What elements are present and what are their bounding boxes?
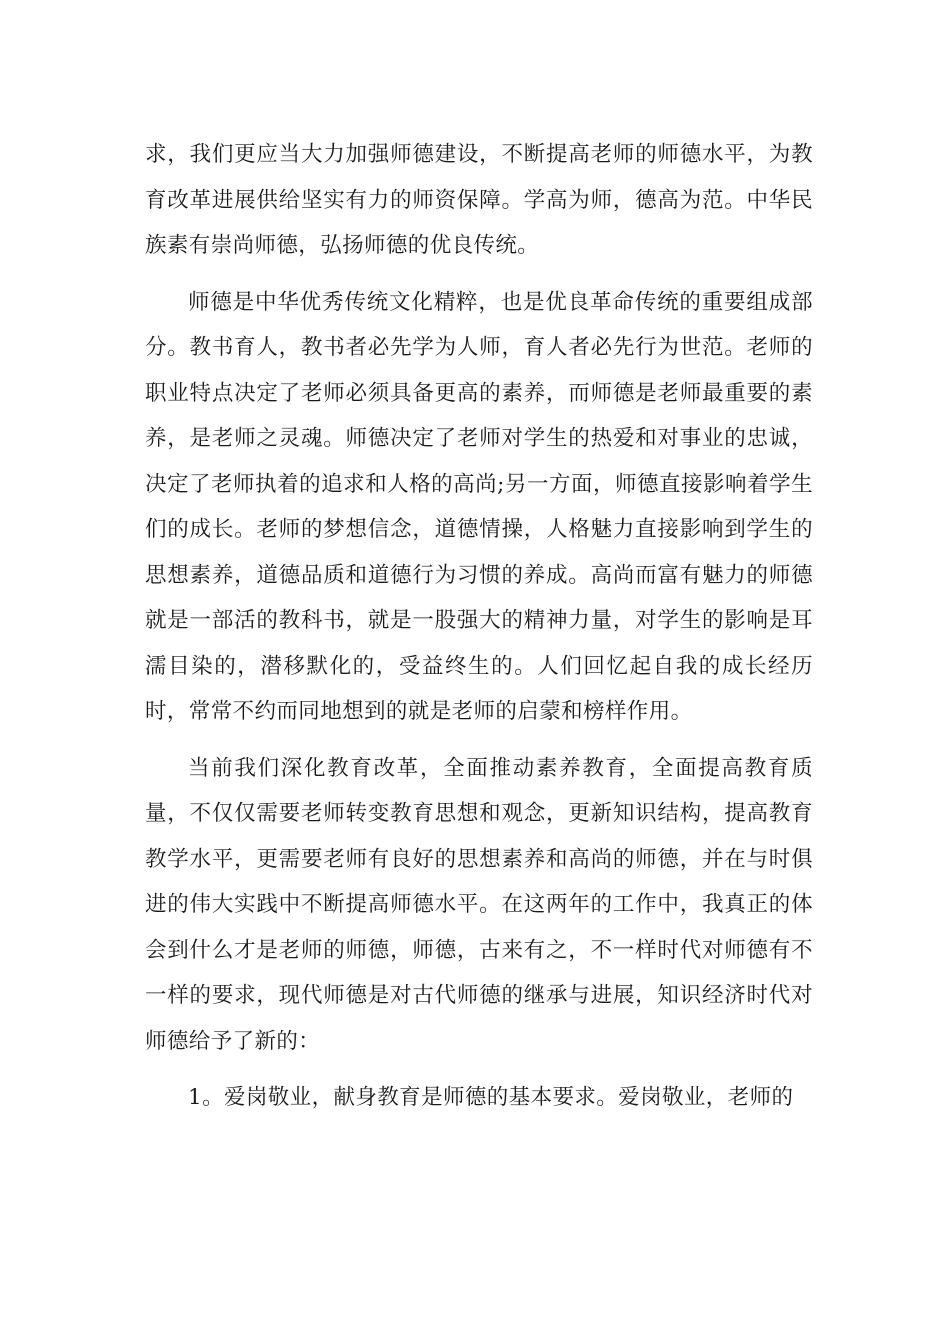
document-body — [145, 132, 813, 1121]
paragraph-spacer — [145, 735, 813, 746]
paragraph-continuation: 求，我们更应当大力加强师德建设，不断提高老师的师德水平，为教育改革进展供给坚实有力的师资保障。学高为师，德高为范。中华民族素有崇尚师德，弘扬师德的优良传统。 — [145, 142, 813, 258]
paragraph-education-reform: 当前我们深化教育改革，全面推动素养教育，全面提高教育质量，不仅仅需要老师转变教育思想和观念，更新知识结构，提高教育教学水平，更需要老师有良好的思想素养和高尚的师德，并在与时俱进的伟大实践中不断提高师德水平。在这两年的工作中，我真正的体会到什么才是老师的师德，师德，古来有之，不一样时代对师德有不一样的要求，现代师德是对古代师德的继承与进展，知识经济时代对师德给予了新的： — [145, 755, 813, 1054]
paragraph-teacher-ethics: 师德是中华优秀传统文化精粹，也是优良革命传统的重要组成部分。教书育人，教书者必先学为人师，育人者必先行为世范。老师的职业特点决定了老师必须具备更高的素养，而师德是老师最重要的素养，是老师之灵魂。师德决定了老师对学生的热爱和对事业的忠诚，决定了老师执着的追求和人格的高尚;另一方面，师德直接影响着学生们的成长。老师的梦想信念，道德情操，人格魅力直接影响到学生的思想素养，道德品质和道德行为习惯的养成。高尚而富有魅力的师德就是一部活的教科书，就是一股强大的精神力量，对学生的影响是耳濡目染的，潜移默化的，受益终生的。人们回忆起自我的成长经历时，常常不约而同地想到的就是老师的启蒙和榜样作用。 — [145, 289, 813, 724]
paragraph-point-one: 1。爱岗敬业，献身教育是师德的基本要求。爱岗敬业，老师的 — [188, 1085, 794, 1110]
paragraph-spacer — [145, 1064, 813, 1075]
paragraph-spacer — [145, 269, 813, 280]
